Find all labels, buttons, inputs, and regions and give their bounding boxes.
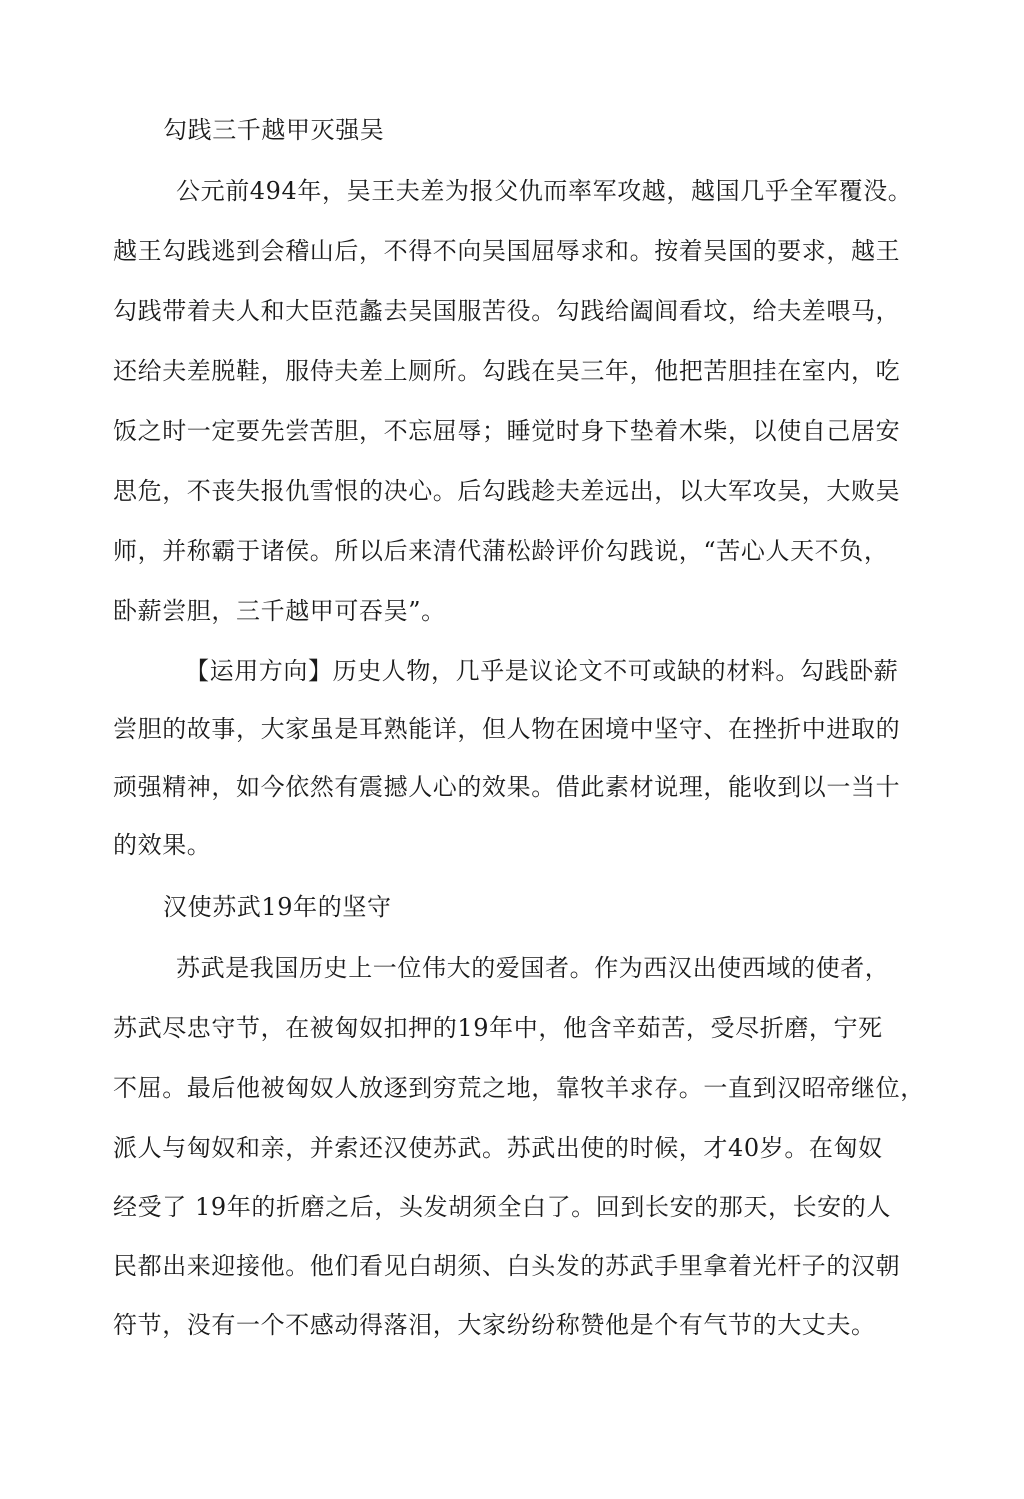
paragraph-line: 苏武尽忠守节，在被匈奴扣押的19年中，他含辛茹苦，受尽折磨，宁死 <box>113 1014 883 1042</box>
paragraph-line: 尝胆的故事，大家虽是耳熟能详，但人物在困境中坚守、在挫折中进取的 <box>113 715 901 743</box>
section-title: 勾践三千越甲灭强吴 <box>163 116 385 144</box>
paragraph-line: 顽强精神，如今依然有震撼人心的效果。借此素材说理，能收到以一当十 <box>113 773 901 801</box>
section-title: 汉使苏武19年的坚守 <box>163 893 392 921</box>
paragraph-line: 民都出来迎接他。他们看见白胡须、白头发的苏武手里拿着光杆子的汉朝 <box>113 1252 901 1280</box>
paragraph-line: 苏武是我国历史上一位伟大的爱国者。作为西汉出使西域的使者， <box>176 954 890 982</box>
paragraph-line: 思危，不丧失报仇雪恨的决心。后勾践趁夫差远出，以大军攻吴，大败吴 <box>113 477 901 505</box>
paragraph-line: 的效果。 <box>113 831 212 859</box>
paragraph-line: 派人与匈奴和亲，并索还汉使苏武。苏武出使的时候，才40岁。在匈奴 <box>113 1134 883 1162</box>
paragraph-line: 经受了 19年的折磨之后，头发胡须全白了。回到长安的那天，长安的人 <box>113 1193 891 1221</box>
paragraph-line: 不屈。最后他被匈奴人放逐到穷荒之地，靠牧羊求存。一直到汉昭帝继位， <box>113 1074 925 1102</box>
paragraph-line: 还给夫差脱鞋，服侍夫差上厕所。勾践在吴三年，他把苦胆挂在室内，吃 <box>113 357 901 385</box>
paragraph-line: 【运用方向】历史人物，几乎是议论文不可或缺的材料。勾践卧薪 <box>185 657 899 685</box>
paragraph-line: 师，并称霸于诸侯。所以后来清代蒲松龄评价勾践说，“苦心人天不负， <box>113 537 889 565</box>
paragraph-line: 勾践带着夫人和大臣范蠡去吴国服苦役。勾践给阖闾看坟，给夫差喂马， <box>113 297 901 325</box>
paragraph-line: 符节，没有一个不感动得落泪，大家纷纷称赞他是个有气节的大丈夫。 <box>113 1311 876 1339</box>
paragraph-line: 越王勾践逃到会稽山后，不得不向吴国屈辱求和。按着吴国的要求，越王 <box>113 237 901 265</box>
paragraph-line: 公元前494年，吴王夫差为报父仇而率军攻越，越国几乎全军覆没。 <box>176 177 913 205</box>
paragraph-line: 卧薪尝胆，三千越甲可吞吴”。 <box>113 597 446 625</box>
paragraph-line: 饭之时一定要先尝苦胆，不忘屈辱；睡觉时身下垫着木柴，以使自己居安 <box>113 417 901 445</box>
